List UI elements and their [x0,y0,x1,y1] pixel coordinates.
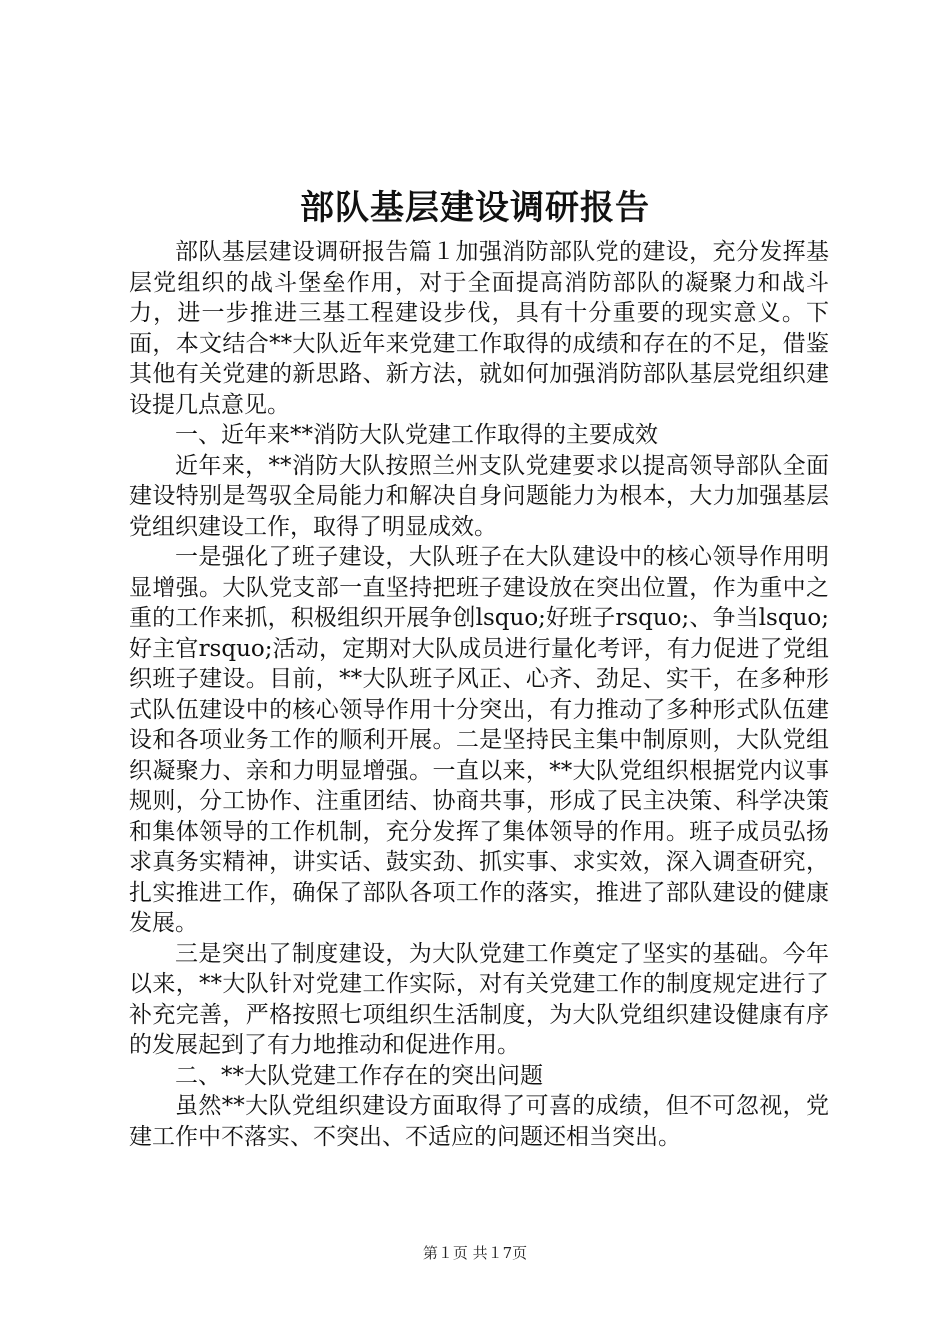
paragraph-system-building: 三是突出了制度建设，为大队党建工作奠定了坚实的基础。今年以来，**大队针对党建工作实际，对有关党建工作的制度规定进行了补充完善，严格按照七项组织生活制度，为大队党组织建设健康有序的发展起到了有力地推动和促进作用。 [129,940,829,1058]
paragraph-achievements-summary: 近年来，**消防大队按照兰州支队党建要求以提高领导部队全面建设特别是驾驭全局能力和解决自身问题能力为根本，大力加强基层党组织建设工作，取得了明显成效。 [129,452,829,540]
paragraph-problems-summary: 虽然**大队党组织建设方面取得了可喜的成绩，但不可忽视，党建工作中不落实、不突出、不适应的问题还相当突出。 [129,1093,829,1150]
paragraph-intro: 部队基层建设调研报告篇１加强消防部队党的建设，充分发挥基层党组织的战斗堡垒作用，对于全面提高消防部队的凝聚力和战斗力，进一步推进三基工程建设步伐，具有十分重要的现实意义。下面，本文结合**大队近年来党建工作取得的成绩和存在的不足，借鉴其他有关党建的新思路、新方法，就如何加强消防部队基层党组织建设提几点意见。 [129,239,829,418]
section-heading-achievements: 一、近年来**消防大队党建工作取得的主要成效 [175,422,658,448]
section-heading-problems: 二、**大队党建工作存在的突出问题 [175,1062,543,1089]
document-body [129,237,829,1152]
paragraph-team-building: 一是强化了班子建设，大队班子在大队建设中的核心领导作用明显增强。大队党支部一直坚持把班子建设放在突出位置，作为重中之重的工作来抓，积极组织开展争创lsquo;好班子rsquo;、争当lsquo;好主官rsquo;活动，定期对大队成员进行量化考评，有力促进了党组织班子建设。目前，**大队班子风正、心齐、劲足、实干，在多种形式队伍建设中的核心领导作用十分突出，有力推动了多种形式队伍建设和各项业务工作的顺利开展。二是坚持民主集中制原则，大队党组织凝聚力、亲和力明显增强。一直以来，**大队党组织根据党内议事规则，分工协作、注重团结、协商共事，形成了民主决策、科学决策和集体领导的工作机制，充分发挥了集体领导的作用。班子成员弘扬求真务实精神，讲实话、鼓实劲、抓实事、求实效，深入调查研究，扎实推进工作，确保了部队各项工作的落实，推进了部队建设的健康发展。 [129,544,829,936]
page-title: 部队基层建设调研报告 [300,188,650,228]
page-number-footer: 第１页 共１7页 [422,1244,528,1262]
